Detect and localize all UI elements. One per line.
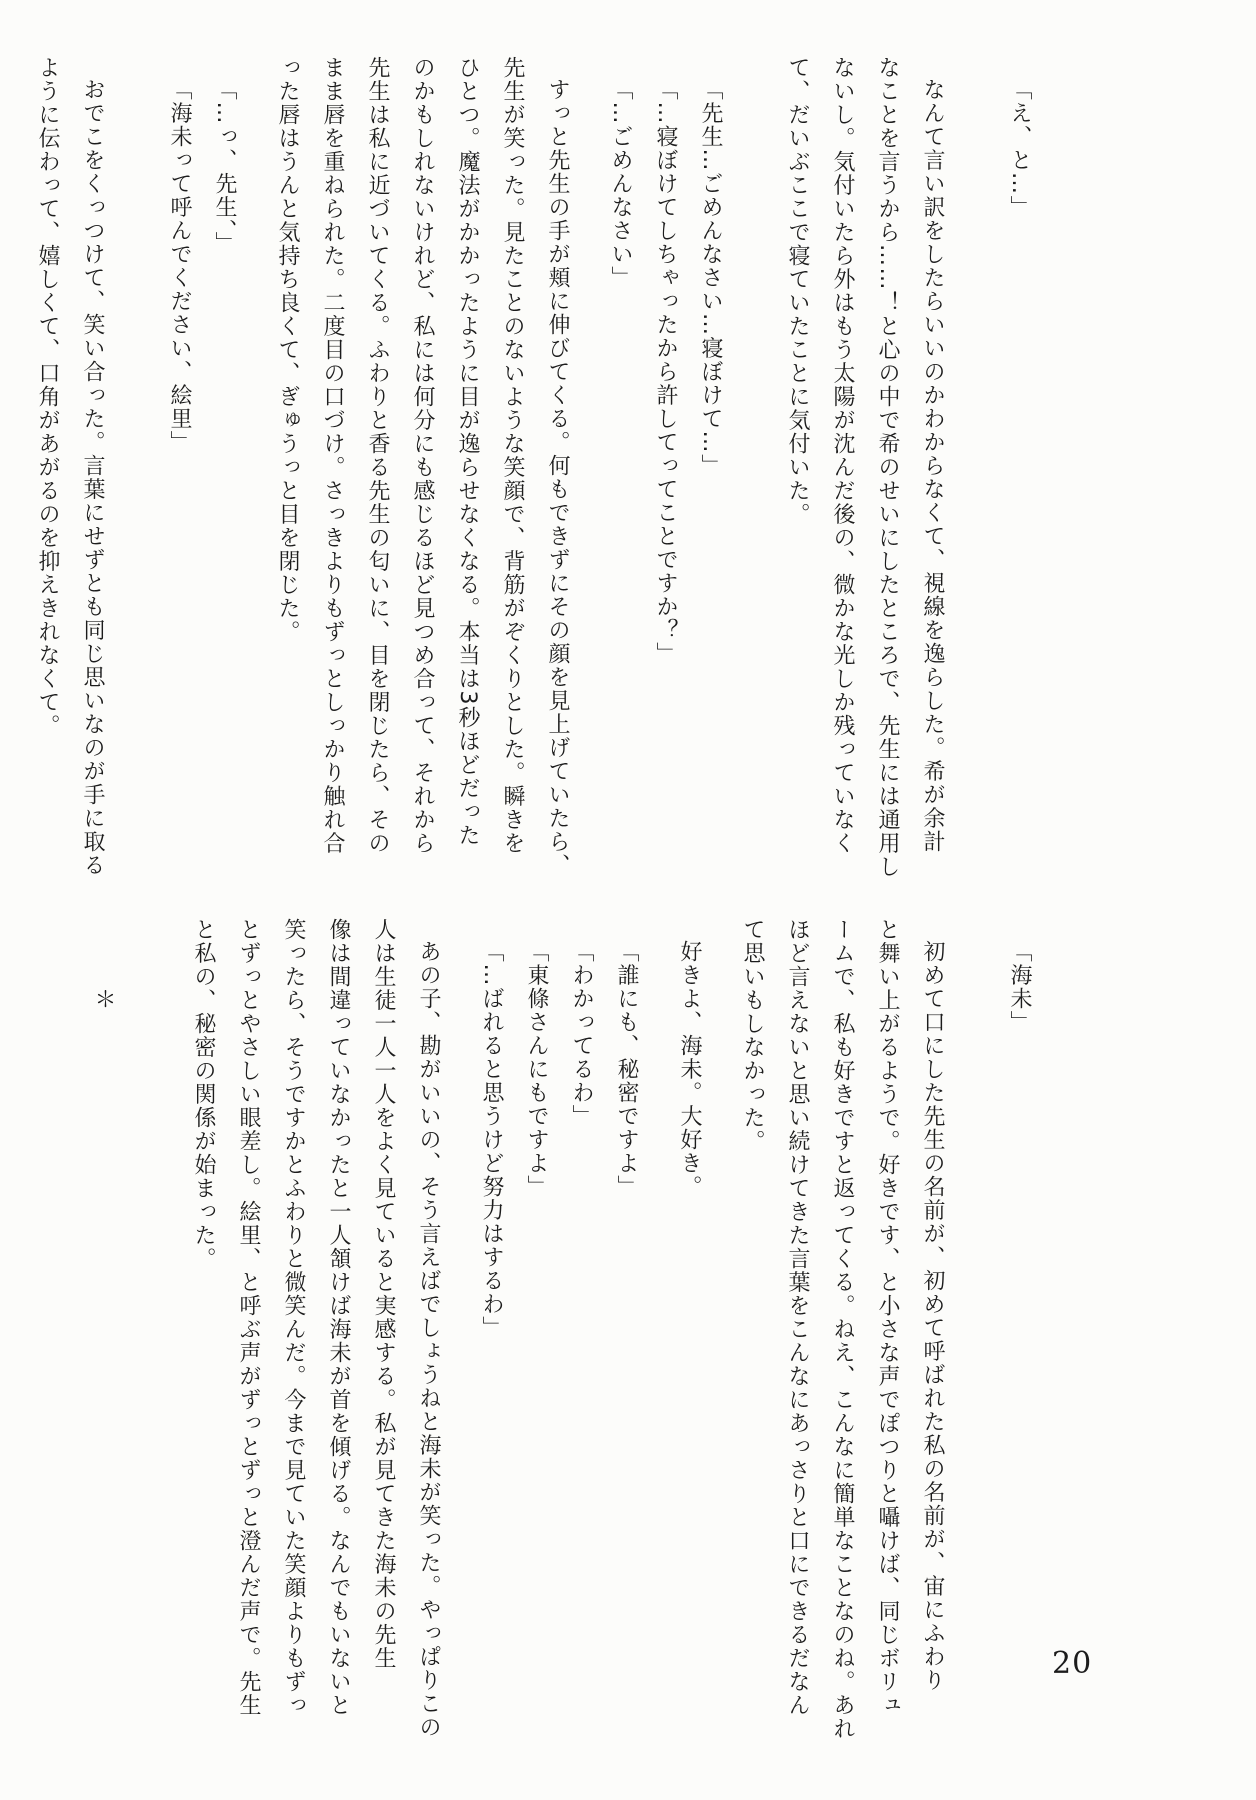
section-divider: ＊ — [91, 988, 116, 1012]
text-line: 好きよ、海未。大好き。 — [677, 940, 702, 1199]
text-line: 人は生徒一人一人をよく見ていると実感する。私が見てきた海未の先生 — [371, 918, 396, 1670]
text-line: 「先生…ごめんなさい…寝ぼけて…」 — [698, 78, 723, 478]
text-line: 笑ったら、そうですかとふわりと微笑んだ。今まで見ていた笑顔よりもずっ — [281, 918, 306, 1717]
text-line: て、だいぶここで寝ていたことに気付いた。 — [785, 56, 810, 526]
text-line: 「…ごめんなさい」 — [608, 78, 633, 290]
text-line: すっと先生の手が頬に伸びてくる。何もできずにその顔を見上げていたら、 — [545, 78, 570, 877]
text-line: おでこをくっつけて、笑い合った。言葉にせずとも同じ思いなのが手に取る — [80, 78, 105, 877]
text-line: と私の、秘密の関係が始まった。 — [191, 918, 216, 1271]
bottom-text-block — [81, 918, 1042, 1780]
text-line: 「…寝ぼけてしちゃったから許してってことですか？」 — [653, 78, 678, 666]
text-line: 先生が笑った。見たことのないような笑顔で、背筋がぞくりとした。瞬きを — [500, 56, 525, 855]
text-line: った唇はうんと気持ち良くて、ぎゅうっと目を閉じた。 — [275, 56, 300, 644]
text-line: なことを言うから……！と心の中で希のせいにしたところで、先生には通用し — [875, 56, 900, 879]
text-line: 「わかってるわ」 — [569, 940, 594, 1128]
text-line: ないし。気付いたら外はもう太陽が沈んだ後の、微かな光しか残っていなく — [830, 56, 855, 855]
text-line: ように伝わって、嬉しくて、口角があがるのを抑えきれなくて。 — [35, 56, 60, 738]
text-line: 「海未」 — [1007, 940, 1032, 1034]
page-number: 20 — [1052, 1646, 1093, 1681]
text-line: なんて言い訳をしたらいいのかわからなくて、視線を逸らした。希が余計 — [920, 78, 945, 854]
text-line: まま唇を重ねられた。二度目の口づけ。さっきよりもずっとしっかり触れ合 — [320, 56, 345, 855]
text-line: 「誰にも、秘密ですよ」 — [614, 940, 639, 1199]
text-line: のかもしれないけれど、私には何分にも感じるほど見つめ合って、それから — [410, 56, 435, 855]
text-line: 初めて口にした先生の名前が、初めて呼ばれた私の名前が、宙にふわり — [920, 940, 945, 1692]
text-line: 先生は私に近づいてくる。ふわりと香る先生の匂いに、目を閉じたら、その — [365, 56, 390, 855]
text-line: 「え、と…」 — [1007, 78, 1032, 219]
top-text-block — [25, 56, 1042, 904]
text-line: ほど言えないと思い続けてきた言葉をこんなにあっさりと口にできるだなん — [785, 918, 810, 1717]
text-line: あの子、勘がいいの、そう言えばでしょうねと海未が笑った。やっぱりこの — [416, 940, 441, 1739]
text-line: 「東條さんにもですよ」 — [524, 940, 549, 1199]
text-line: 「…ばれると思うけど努力はするわ」 — [479, 940, 504, 1340]
text-line: 「…っ、先生、」 — [212, 78, 237, 255]
text-line: と舞い上がるようで。好きです、と小さな声でぽつりと囁けば、同じボリュ — [875, 918, 900, 1717]
text-line: 像は間違っていなかったと一人頷けば海未が首を傾げる。なんでもいないと — [326, 918, 351, 1717]
text-line: ームで、私も好きですと返ってくる。ねえ、こんなに簡単なことなのね。あれ — [830, 918, 855, 1741]
text-line: とずっとやさしい眼差し。絵里、と呼ぶ声がずっとずっと澄んだ声で。先生 — [236, 918, 261, 1717]
text-line: て思いもしなかった。 — [740, 918, 765, 1153]
text-line: 「海未って呼んでください、絵里」 — [167, 78, 192, 454]
text-line: ひとつ。魔法がかかったように目が逸らせなくなる。本当は3秒ほどだった — [455, 56, 480, 847]
